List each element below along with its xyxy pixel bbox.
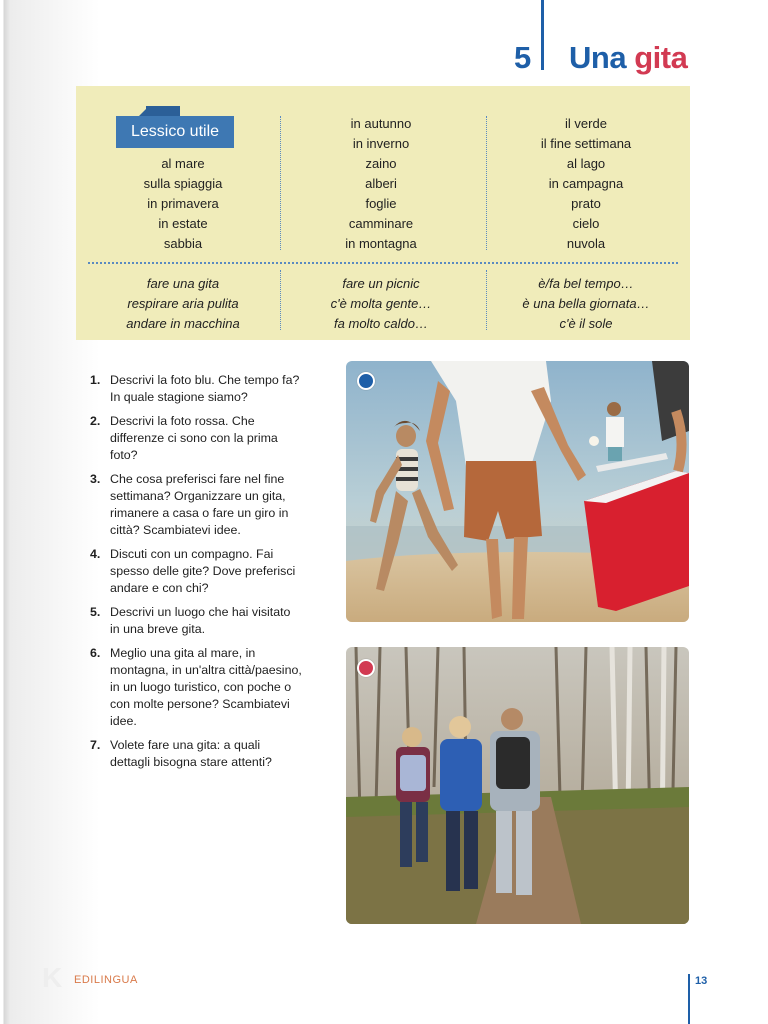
vocab-column-3 [486,114,686,254]
photo-beach [346,361,689,622]
question-number: 3. [90,472,101,486]
column-divider [280,116,281,250]
vocab-word: camminare [348,216,414,231]
question-item [90,604,302,638]
question-text: Meglio una gita al mare, in montagna, in un'altra città/paesino, in un luogo turistico, con poche o con molte persone? Scambiatevi idee. [110,646,302,728]
chapter-title [569,40,687,76]
vocab-phrase: c'è molta gente… [330,296,432,311]
question-text: Descrivi la foto rossa. Che differenze ci sono con la prima foto? [110,414,278,462]
question-item [90,645,302,730]
question-number: 4. [90,547,101,561]
vocab-word: in autunno [350,116,412,131]
question-number: 6. [90,646,101,660]
vocab-column-2 [286,114,476,254]
chapter-title-word-1: Una [569,40,627,75]
page-number-rule [688,974,690,1024]
vocab-word: al mare [161,156,205,171]
vocab-phrase: è/fa bel tempo… [538,276,634,291]
phrase-column-2 [286,274,476,334]
section-divider [88,262,678,264]
vocab-word: zaino [365,156,397,171]
phrase-column-3 [486,274,686,334]
vocab-word: in inverno [352,136,410,151]
column-divider [280,270,281,330]
phrase-column-1 [88,274,278,334]
vocab-word: sabbia [163,236,203,251]
vocab-column-1 [88,154,278,254]
publisher-logo-mark: K [42,962,63,993]
vocab-phrase: fare una gita [146,276,220,291]
chapter-number: 5 [514,40,532,75]
question-list [90,372,302,778]
vocab-phrase: respirare aria pulita [127,296,239,311]
chapter-title-word-2: gita [634,40,688,75]
question-text: Descrivi un luogo che hai visitato in una breve gita. [110,605,291,636]
question-item [90,546,302,597]
page-number: 13 [695,975,708,987]
vocab-word: prato [571,196,601,211]
vocab-word: sulla spiaggia [143,176,223,191]
vocab-word: in estate [158,216,208,231]
vocab-word: al lago [566,156,606,171]
question-number: 2. [90,414,101,428]
question-item [90,372,302,406]
vocab-phrase: andare in macchina [126,316,240,331]
vocabulary-heading: Lessico utile [116,116,234,148]
vocab-word: alberi [365,176,397,191]
vocab-word: in campagna [548,176,624,191]
question-item [90,471,302,539]
question-number: 1. [90,373,101,387]
red-photo-marker-icon [357,659,375,677]
photo-forest [346,647,689,924]
chapter-rule [541,0,544,70]
question-text: Volete fare una gita: a quali dettagli bisogna stare attenti? [110,738,272,769]
column-divider [486,116,487,250]
vocab-word: il verde [565,116,607,131]
question-item [90,413,302,464]
question-number: 5. [90,605,101,619]
vocab-word: cielo [572,216,600,231]
question-text: Che cosa preferisci fare nel fine settimana? Organizzare un gita, rimanere a casa o fare un giro in città? Scambiatevi idee. [110,472,289,537]
vocabulary-box [76,86,690,340]
question-item [90,737,302,771]
vocab-phrase: è una bella giornata… [522,296,650,311]
publisher-name: EDILINGUA [74,974,138,986]
vocab-word: il fine settimana [540,136,632,151]
forest-illustration [346,647,689,924]
vocab-word: foglie [365,196,397,211]
beach-illustration [346,361,689,622]
vocab-word: nuvola [566,236,606,251]
vocab-word: in primavera [147,196,219,211]
vocab-phrase: fare un picnic [342,276,420,291]
vocab-word: in montagna [345,236,417,251]
question-text: Discuti con un compagno. Fai spesso delle gite? Dove preferisci andare e con chi? [110,547,296,595]
question-text: Descrivi la foto blu. Che tempo fa? In quale stagione siamo? [110,373,300,404]
question-number: 7. [90,738,101,752]
vocab-phrase: c'è il sole [559,316,613,331]
vocab-phrase: fa molto caldo… [334,316,428,331]
blue-photo-marker-icon [357,372,375,390]
